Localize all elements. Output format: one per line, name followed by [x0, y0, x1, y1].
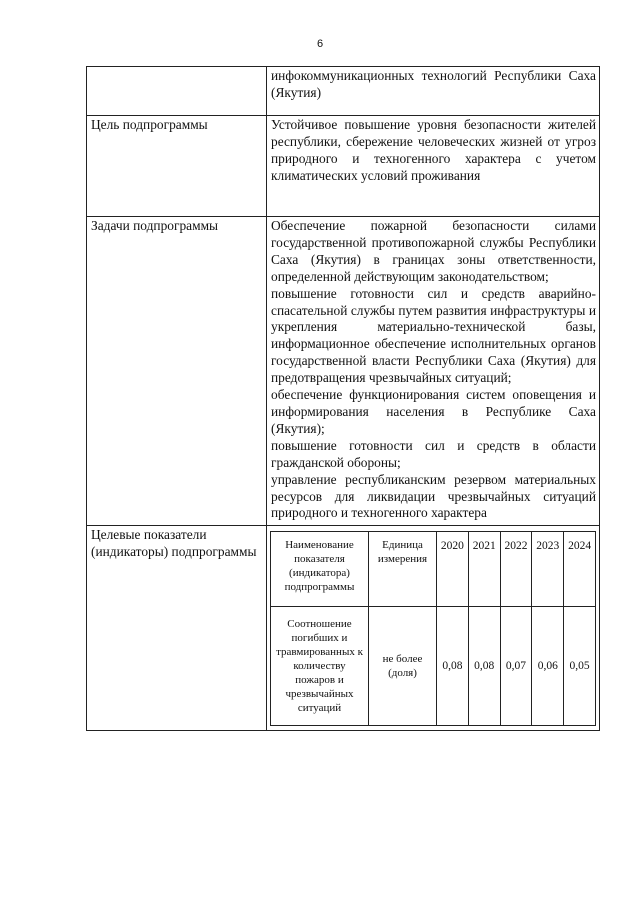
indicator-value: 0,06	[532, 607, 564, 726]
page-number: 6	[316, 38, 324, 50]
row-label-tasks: Задачи подпрограммы	[87, 217, 267, 526]
paragraph: инфокоммуникационных технологий Республики Саха (Якутия)	[271, 68, 596, 100]
task-paragraph: повышение готовности сил и средств аварийно-спасательной службы путем развития инфраструктуры и укрепления материально-технической базы, информационное обеспечение исполнительных органов государственной власти Республики Саха (Якутия) для предотвращения чрезвычайных ситуаций;	[271, 285, 596, 386]
indicator-value: 0,08	[468, 607, 500, 726]
row-content	[267, 67, 600, 116]
table-row	[87, 526, 600, 731]
table-row	[87, 217, 600, 526]
header-unit: Единица измерения	[369, 532, 437, 607]
row-content-indicators	[267, 526, 600, 731]
task-paragraph: Обеспечение пожарной безопасности силами государственной противопожарной службы Республики Саха (Якутия) в границах зоны ответственности, определенной действующим законодательством;	[271, 218, 596, 284]
indicator-value: 0,05	[564, 607, 596, 726]
indicator-value: 0,08	[437, 607, 469, 726]
table-row	[87, 116, 600, 217]
row-content-goal	[267, 116, 600, 217]
indicators-table	[270, 531, 596, 726]
task-paragraph: повышение готовности сил и средств в области гражданской обороны;	[271, 437, 596, 470]
table-row	[87, 67, 600, 116]
header-year: 2023	[532, 532, 564, 607]
row-label-goal: Цель подпрограммы	[87, 116, 267, 217]
passport-table	[86, 66, 600, 731]
indicator-row	[271, 607, 596, 726]
header-name: Наименование показателя (индикатора) подпрограммы	[271, 532, 369, 607]
row-label-indicators: Целевые показатели (индикаторы) подпрограммы	[87, 526, 267, 731]
row-content-tasks	[267, 217, 600, 526]
indicator-value: 0,07	[500, 607, 532, 726]
row-label	[87, 67, 267, 116]
header-year: 2021	[468, 532, 500, 607]
paragraph: Устойчивое повышение уровня безопасности жителей республики, сбережение человеческих жизней от угроз природного и техногенного характера с учетом климатических условий проживания	[271, 117, 596, 183]
indicator-unit: не более (доля)	[369, 607, 437, 726]
indicator-name: Соотношение погибших и травмированных к количеству пожаров и чрезвычайных ситуаций	[271, 607, 369, 726]
task-paragraph: обеспечение функционирования систем оповещения и информирования населения в Республике Саха (Якутия);	[271, 387, 596, 436]
header-year: 2020	[437, 532, 469, 607]
indicators-header-row	[271, 532, 596, 607]
header-year: 2024	[564, 532, 596, 607]
task-paragraph: управление республиканским резервом материальных ресурсов для ликвидации чрезвычайных ситуаций природного и техногенного характера	[271, 471, 596, 521]
header-year: 2022	[500, 532, 532, 607]
